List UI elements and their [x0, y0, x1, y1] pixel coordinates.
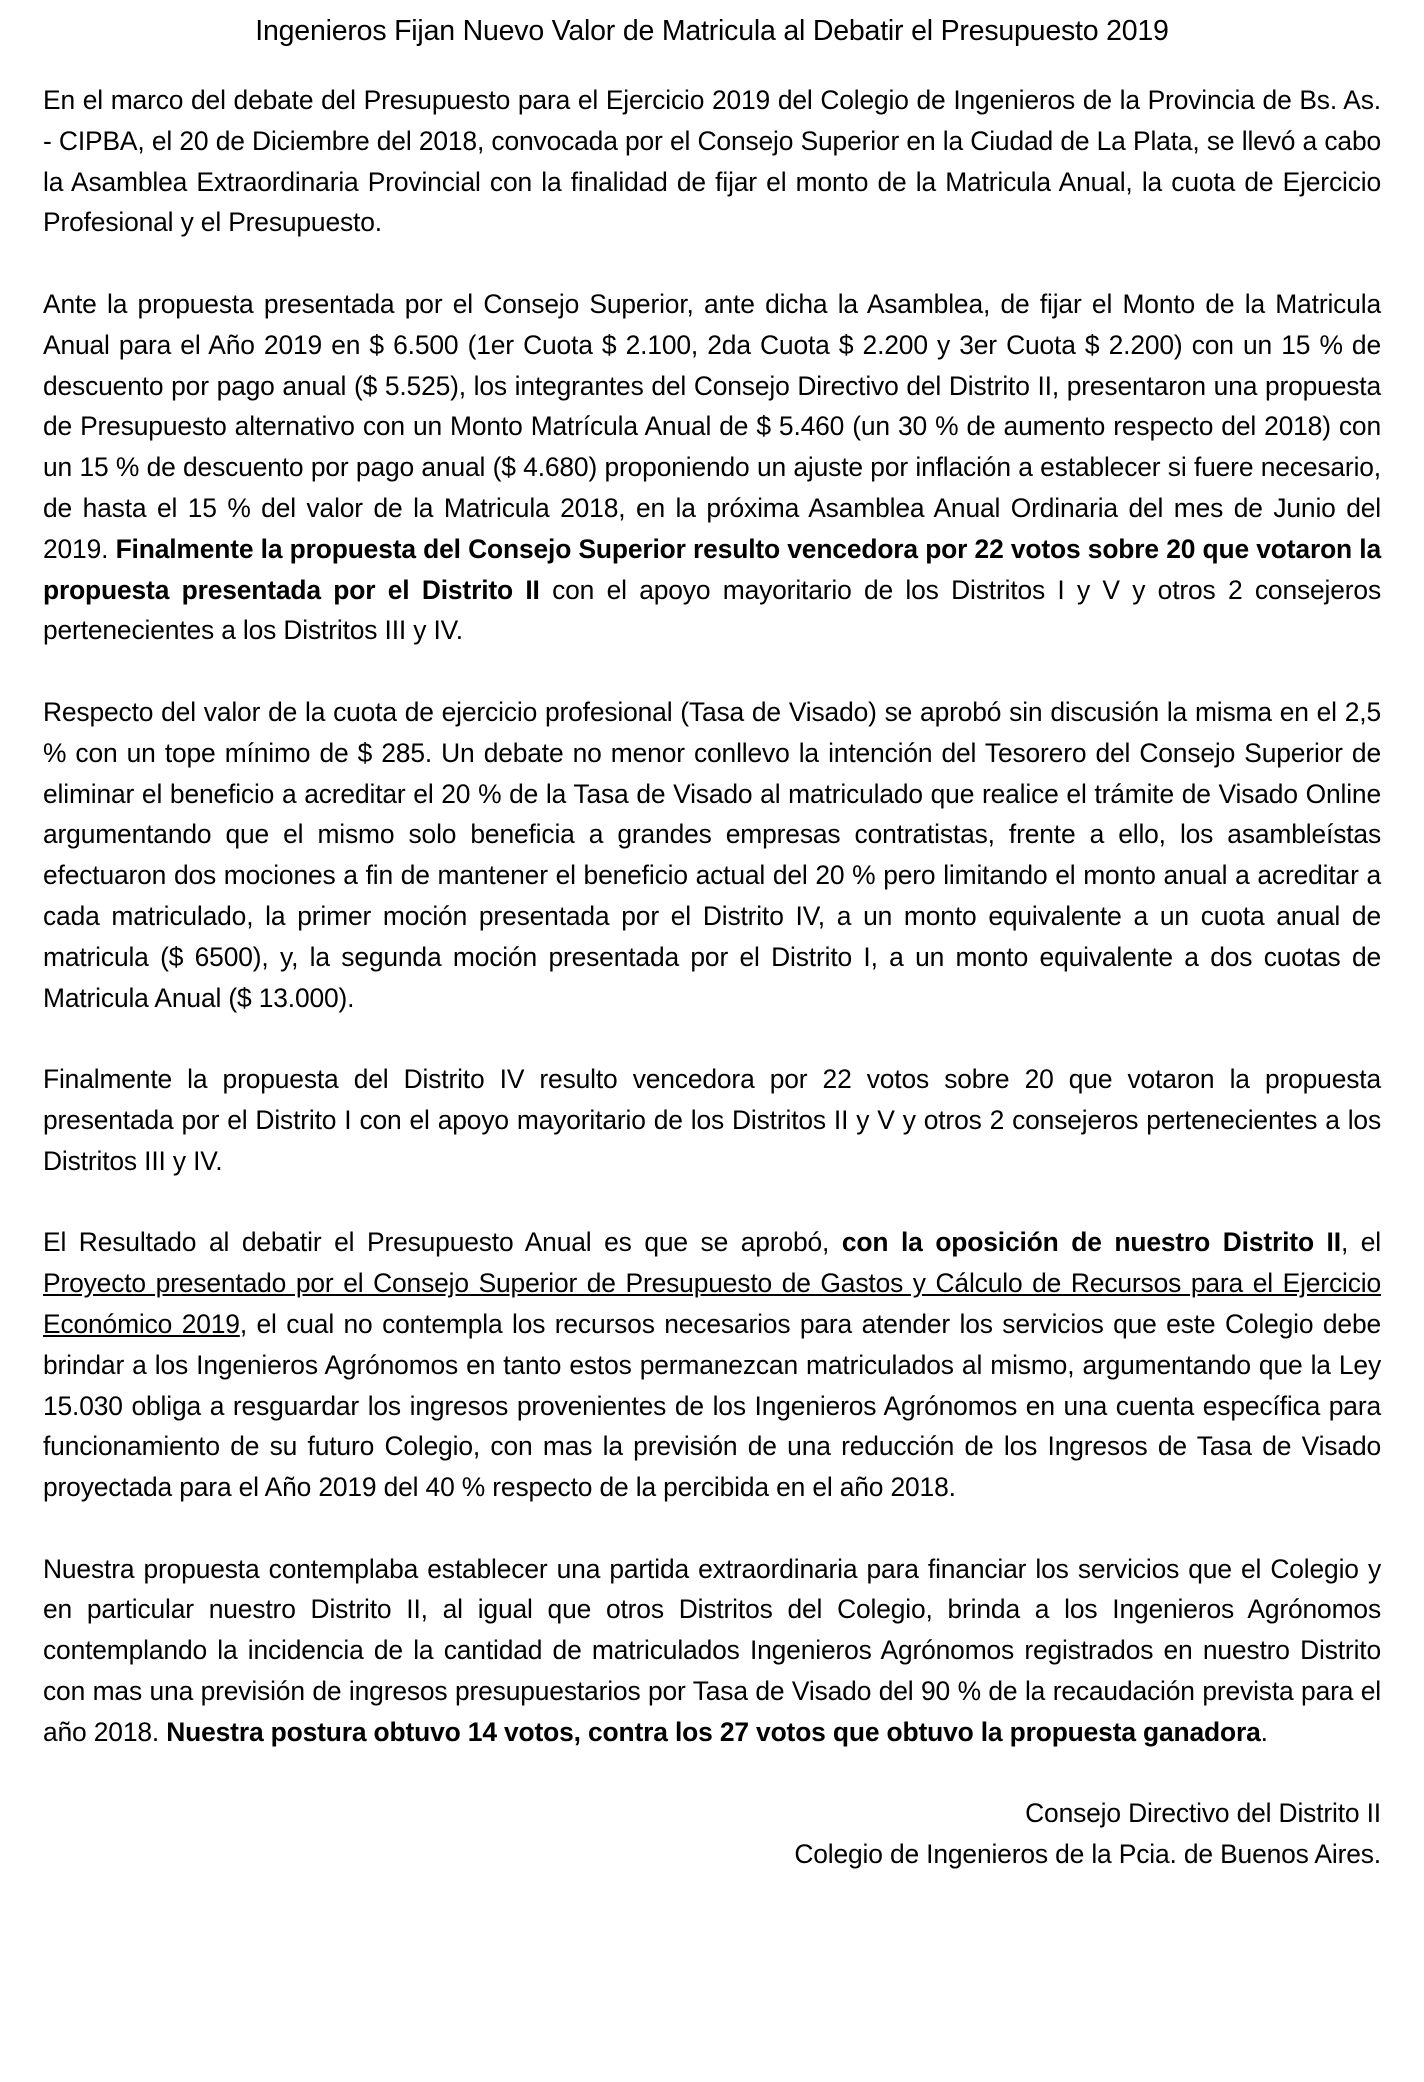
paragraph-2 — [43, 284, 1381, 651]
paragraph-5 — [43, 1222, 1381, 1508]
paragraph-5-text: El Resultado al debatir el Presupuesto Anual es que se aprobó, — [43, 1227, 842, 1258]
paragraph-2-text: Ante la propuesta presentada por el Consejo Superior, ante dicha la Asamblea, de fijar el Monto de la Matricula Anual para el Año 2019 en $ 6.500 (1er Cuota $ 2.100, 2da Cuota $ 2.200 y 3er Cuota $ 2.200) con un 15 % de descuento por pago anual ($ 5.525), los integrantes del Consejo Directivo del Distrito II, presentaron una propuesta de Presupuesto alternativo con un Monto Matrícula Anual de $ 5.460 (un 30 % de aumento respecto del 2018) con un 15 % de descuento por pago anual ($ 4.680) proponiendo un ajuste por inflación a establecer si fuere necesario, de hasta el 15 % del valor de la Matricula 2018, en la próxima Asamblea Anual Ordinaria del mes de Junio del 2019. — [43, 288, 1381, 564]
signature-line-2: Colegio de Ingenieros de la Pcia. de Buenos Aires. — [794, 1839, 1381, 1870]
paragraph-3: Respecto del valor de la cuota de ejercicio profesional (Tasa de Visado) se aprobó sin discusión la misma en el 2,5 % con un tope mínimo de $ 285. Un debate no menor conllevo la intención del Tesorero del Consejo Superior de eliminar el beneficio a acreditar el 20 % de la Tasa de Visado al matriculado que realice el trámite de Visado Online argumentando que el mismo solo beneficia a grandes empresas contratistas, frente a ello, los asambleístas efectuaron dos mociones a fin de mantener el beneficio actual del 20 % pero limitando el monto anual a acreditar a cada matriculado, la primer moción presentada por el Distrito IV, a un monto equivalente a un cuota anual de matricula ($ 6500), y, la segunda moción presentada por el Distrito I, a un monto equivalente a dos cuotas de Matricula Anual ($ 13.000). — [43, 696, 1381, 1013]
paragraph-6-text-end: . — [1260, 1716, 1268, 1747]
signature-block — [43, 1793, 1381, 1875]
paragraph-2-bold: Finalmente la propuesta del Consejo Superior resulto vencedora por 22 votos sobre 20 que votaron la propuesta presentada por el Distrito II — [43, 533, 1381, 605]
paragraph-5-text-end: , el cual no contempla los recursos necesarios para atender los servicios que este Colegio debe brindar a los Ingenieros Agrónomos en tanto estos permanezcan matriculados al mismo, argumentando que la Ley 15.030 obliga a resguardar los ingresos provenientes de los Ingenieros Agrónomos en una cuenta específica para funcionamiento de su futuro Colegio, con mas la previsión de una reducción de los Ingresos de Tasa de Visado proyectada para el Año 2019 del 40 % respecto de la percibida en el año 2018. — [43, 1308, 1382, 1503]
paragraph-1: En el marco del debate del Presupuesto para el Ejercicio 2019 del Colegio de Ingenieros de la Provincia de Bs. As. - CIPBA, el 20 de Diciembre del 2018, convocada por el Consejo Superior en la Ciudad de La Plata, se llevó a cabo la Asamblea Extraordinaria Provincial con la finalidad de fijar el monto de la Matricula Anual, la cuota de Ejercicio Profesional y el Presupuesto. — [43, 85, 1381, 238]
signature-line-1: Consejo Directivo del Distrito II — [1025, 1798, 1381, 1829]
document-title: Ingenieros Fijan Nuevo Valor de Matricula al Debatir el Presupuesto 2019 — [255, 15, 1169, 47]
paragraph-4: Finalmente la propuesta del Distrito IV resulto vencedora por 22 votos sobre 20 que votaron la propuesta presentada por el Distrito I con el apoyo mayoritario de los Distritos II y V y otros 2 consejeros pertenecientes a los Distritos III y IV. — [43, 1064, 1381, 1176]
paragraph-2-text-end: con el apoyo mayoritario de los Distritos I y V y otros 2 consejeros pertenecientes a los Distritos III y IV. — [43, 574, 1381, 646]
paragraph-5-bold: con la oposición de nuestro Distrito II — [841, 1227, 1341, 1258]
paragraph-6-text: Nuestra propuesta contemplaba establecer una partida extraordinaria para financiar los servicios que el Colegio y en particular nuestro Distrito II, al igual que otros Distritos del Colegio, brinda a los Ingenieros Agrónomos contemplando la incidencia de la cantidad de matriculados Ingenieros Agrónomos registrados en nuestro Distrito con mas una previsión de ingresos presupuestarios por Tasa de Visado del 90 % de la recaudación prevista para el año 2018. — [43, 1553, 1381, 1747]
paragraph-6-bold: Nuestra postura obtuvo 14 votos, contra los 27 votos que obtuvo la propuesta ganadora — [166, 1716, 1261, 1747]
paragraph-5-text-mid: , el — [1340, 1227, 1382, 1258]
paragraph-5-underlined: Proyecto presentado por el Consejo Superior de Presupuesto de Gastos y Cálculo de Recursos para el Ejercicio Económico 2019 — [43, 1268, 1381, 1339]
paragraph-6 — [43, 1549, 1381, 1753]
